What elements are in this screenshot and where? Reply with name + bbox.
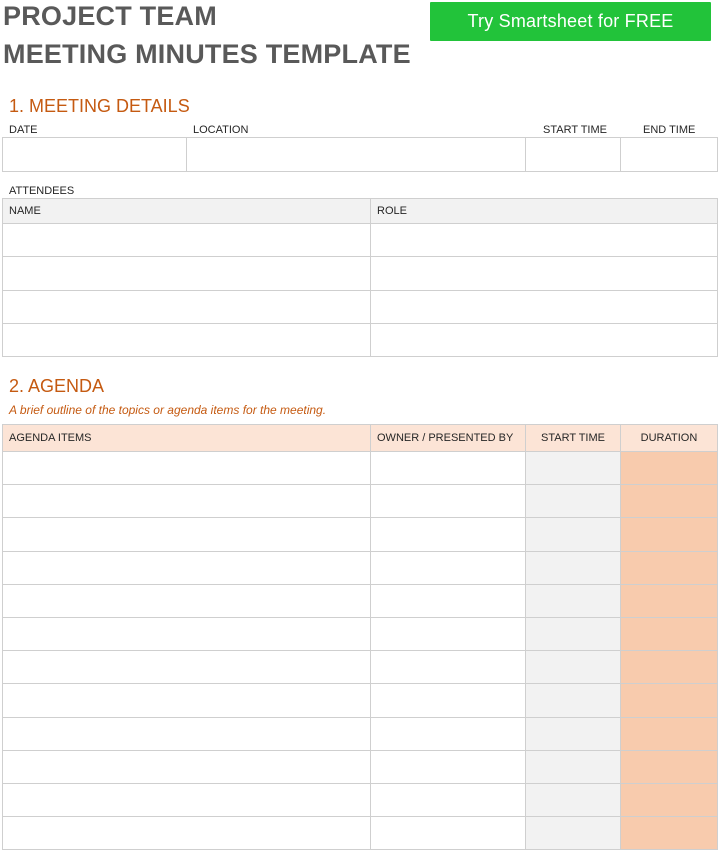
meeting-details-table	[2, 137, 718, 172]
agenda-duration-cell[interactable]	[621, 717, 718, 750]
attendee-name-cell[interactable]	[3, 290, 371, 323]
agenda-duration-cell[interactable]	[621, 485, 718, 518]
agenda-owner-cell[interactable]	[371, 684, 526, 717]
agenda-owner-cell[interactable]	[371, 783, 526, 816]
attendee-row	[3, 290, 718, 323]
agenda-row	[3, 783, 718, 816]
agenda-start-time-cell[interactable]	[526, 750, 621, 783]
attendee-role-cell[interactable]	[371, 257, 718, 290]
attendee-role-cell[interactable]	[371, 290, 718, 323]
agenda-duration-cell[interactable]	[621, 651, 718, 684]
agenda-start-time-cell[interactable]	[526, 783, 621, 816]
try-smartsheet-button[interactable]: Try Smartsheet for FREE	[430, 2, 711, 41]
agenda-owner-cell[interactable]	[371, 717, 526, 750]
agenda-item-cell[interactable]	[3, 551, 371, 584]
agenda-start-time-cell[interactable]	[526, 518, 621, 551]
agenda-duration-cell[interactable]	[621, 617, 718, 650]
agenda-row	[3, 518, 718, 551]
owner-column-header: OWNER / PRESENTED BY	[371, 425, 526, 452]
agenda-row	[3, 617, 718, 650]
attendee-row	[3, 257, 718, 290]
agenda-start-time-cell[interactable]	[526, 452, 621, 485]
agenda-owner-cell[interactable]	[371, 651, 526, 684]
end-time-field[interactable]	[621, 138, 718, 172]
agenda-duration-cell[interactable]	[621, 750, 718, 783]
agenda-item-cell[interactable]	[3, 750, 371, 783]
agenda-owner-cell[interactable]	[371, 551, 526, 584]
agenda-duration-cell[interactable]	[621, 817, 718, 850]
agenda-owner-cell[interactable]	[371, 750, 526, 783]
agenda-row	[3, 485, 718, 518]
start-time-column-header: START TIME	[526, 425, 621, 452]
agenda-owner-cell[interactable]	[371, 617, 526, 650]
attendee-name-cell[interactable]	[3, 323, 371, 356]
agenda-row	[3, 717, 718, 750]
start-time-label: START TIME	[543, 124, 607, 136]
attendee-name-cell[interactable]	[3, 224, 371, 257]
agenda-start-time-cell[interactable]	[526, 617, 621, 650]
agenda-row	[3, 584, 718, 617]
agenda-item-cell[interactable]	[3, 817, 371, 850]
agenda-owner-cell[interactable]	[371, 485, 526, 518]
agenda-heading: 2. AGENDA	[9, 376, 105, 396]
agenda-owner-cell[interactable]	[371, 452, 526, 485]
attendees-table	[2, 198, 718, 357]
agenda-start-time-cell[interactable]	[526, 717, 621, 750]
attendee-role-cell[interactable]	[371, 323, 718, 356]
agenda-row	[3, 551, 718, 584]
agenda-item-cell[interactable]	[3, 783, 371, 816]
duration-column-header: DURATION	[621, 425, 718, 452]
title-line-1: PROJECT TEAM	[3, 1, 217, 31]
location-label: LOCATION	[193, 124, 249, 136]
agenda-owner-cell[interactable]	[371, 518, 526, 551]
attendee-row	[3, 323, 718, 356]
agenda-items-column-header: AGENDA ITEMS	[3, 425, 371, 452]
date-label: DATE	[9, 124, 38, 136]
meeting-details-heading: 1. MEETING DETAILS	[9, 96, 190, 116]
date-field[interactable]	[3, 138, 187, 172]
attendee-row	[3, 224, 718, 257]
agenda-item-cell[interactable]	[3, 452, 371, 485]
agenda-note: A brief outline of the topics or agenda items for the meeting.	[9, 403, 327, 417]
agenda-row	[3, 817, 718, 850]
agenda-start-time-cell[interactable]	[526, 551, 621, 584]
agenda-item-cell[interactable]	[3, 485, 371, 518]
agenda-duration-cell[interactable]	[621, 783, 718, 816]
agenda-duration-cell[interactable]	[621, 684, 718, 717]
agenda-row	[3, 750, 718, 783]
agenda-duration-cell[interactable]	[621, 584, 718, 617]
agenda-item-cell[interactable]	[3, 617, 371, 650]
agenda-start-time-cell[interactable]	[526, 651, 621, 684]
location-field[interactable]	[187, 138, 526, 172]
agenda-row	[3, 651, 718, 684]
agenda-duration-cell[interactable]	[621, 518, 718, 551]
agenda-start-time-cell[interactable]	[526, 817, 621, 850]
agenda-row	[3, 684, 718, 717]
agenda-item-cell[interactable]	[3, 518, 371, 551]
agenda-start-time-cell[interactable]	[526, 584, 621, 617]
agenda-start-time-cell[interactable]	[526, 684, 621, 717]
agenda-item-cell[interactable]	[3, 717, 371, 750]
agenda-item-cell[interactable]	[3, 584, 371, 617]
role-column-header: ROLE	[371, 199, 718, 224]
title-line-2: MEETING MINUTES TEMPLATE	[3, 39, 411, 69]
attendee-name-cell[interactable]	[3, 257, 371, 290]
agenda-row	[3, 452, 718, 485]
agenda-item-cell[interactable]	[3, 651, 371, 684]
end-time-label: END TIME	[643, 124, 696, 136]
start-time-field[interactable]	[526, 138, 621, 172]
attendees-label: ATTENDEES	[9, 185, 75, 197]
agenda-item-cell[interactable]	[3, 684, 371, 717]
agenda-start-time-cell[interactable]	[526, 485, 621, 518]
attendee-role-cell[interactable]	[371, 224, 718, 257]
agenda-table	[2, 424, 718, 850]
name-column-header: NAME	[3, 199, 371, 224]
agenda-owner-cell[interactable]	[371, 584, 526, 617]
agenda-duration-cell[interactable]	[621, 452, 718, 485]
agenda-duration-cell[interactable]	[621, 551, 718, 584]
agenda-owner-cell[interactable]	[371, 817, 526, 850]
